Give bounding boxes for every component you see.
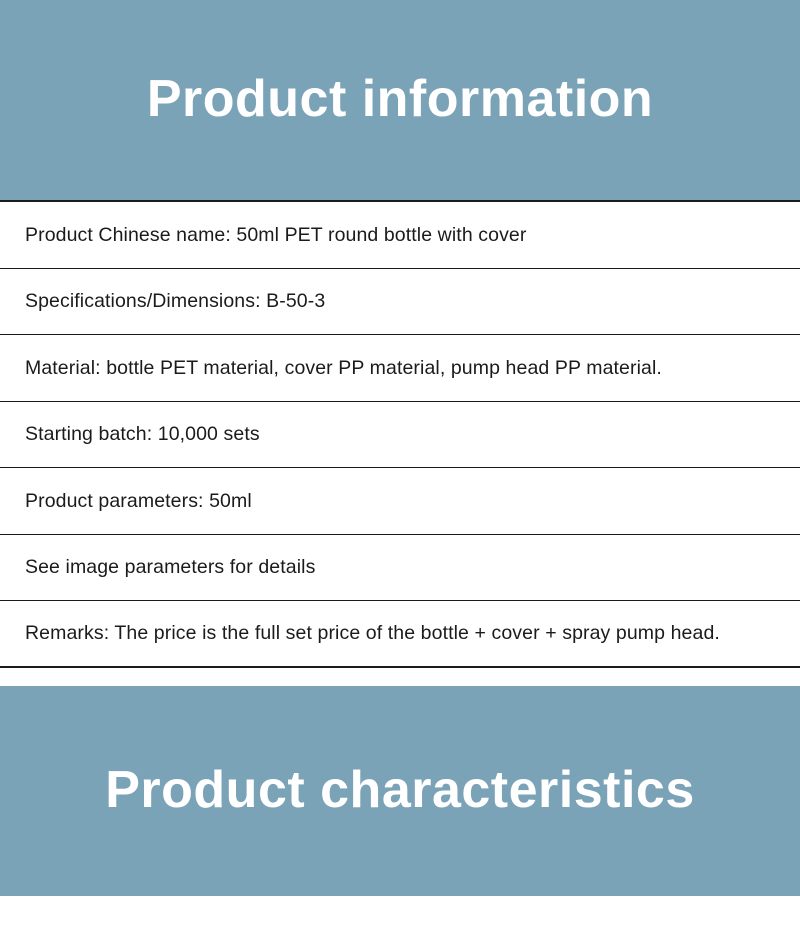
spec-chinese-name: Product Chinese name: 50ml PET round bottle with cover — [25, 223, 527, 246]
table-row — [0, 269, 800, 336]
spec-dimensions: Specifications/Dimensions: B-50-3 — [25, 290, 326, 313]
page-title: Product information — [146, 70, 654, 129]
table-row — [0, 601, 800, 668]
product-information-banner — [0, 0, 800, 200]
section-title: Product characteristics — [105, 760, 695, 819]
spec-starting-batch: Starting batch: 10,000 sets — [25, 423, 260, 446]
spec-material: Material: bottle PET material, cover PP material, pump head PP material. — [25, 356, 662, 379]
table-row — [0, 402, 800, 469]
product-characteristics-banner — [0, 686, 800, 896]
table-row — [0, 468, 800, 535]
table-row — [0, 535, 800, 602]
specification-table — [0, 200, 800, 668]
table-row — [0, 335, 800, 402]
section-gap — [0, 668, 800, 686]
spec-image-parameters-note: See image parameters for details — [25, 556, 316, 579]
table-row — [0, 202, 800, 269]
spec-product-parameters: Product parameters: 50ml — [25, 489, 252, 512]
spec-remarks: Remarks: The price is the full set price of the bottle + cover + spray pump head. — [25, 622, 720, 645]
